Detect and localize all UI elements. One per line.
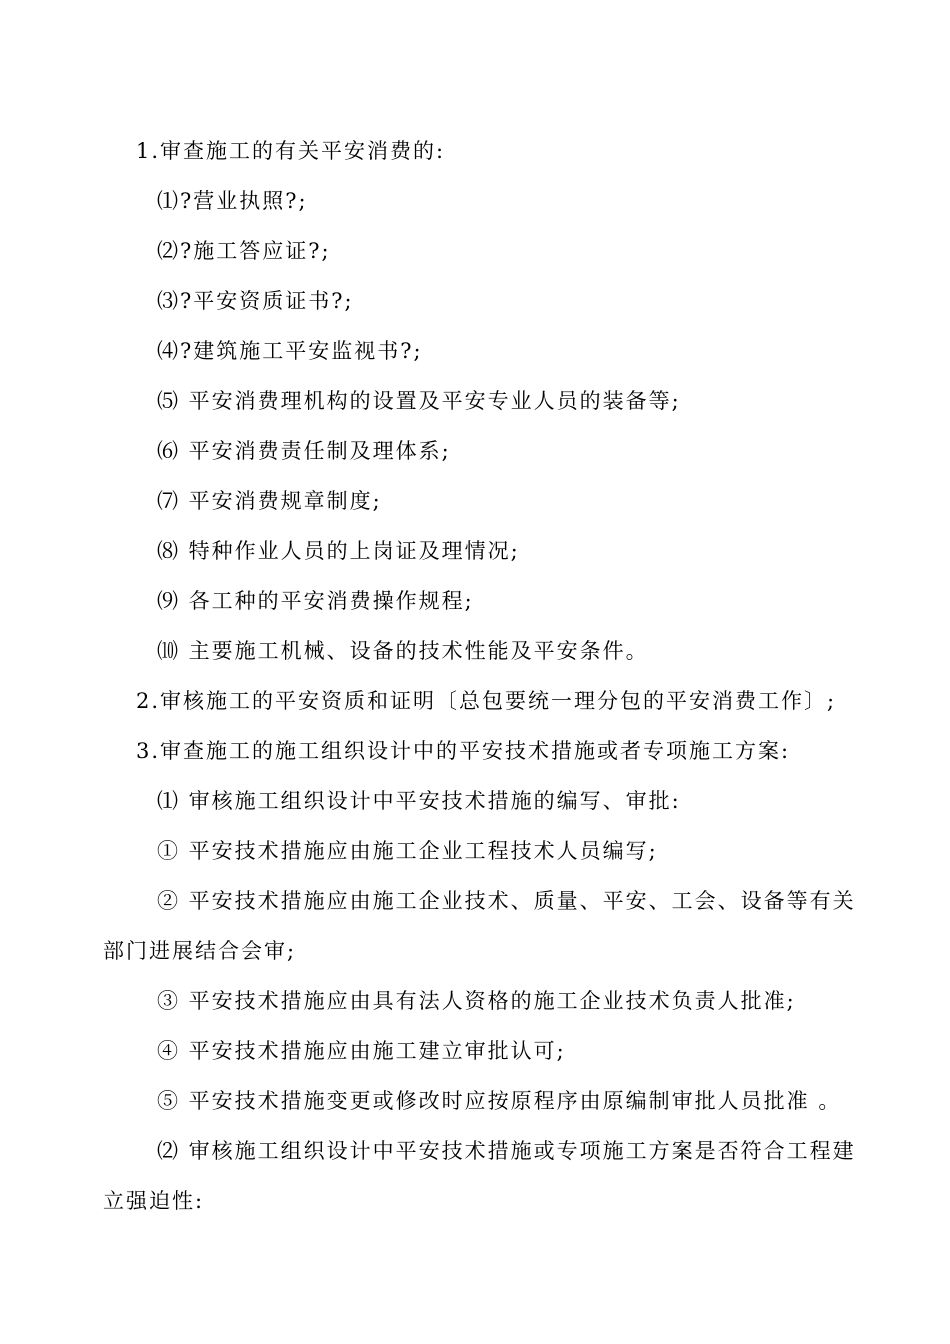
list-item-continuation: 立强迫性: xyxy=(103,1189,205,1213)
list-item: ⑵?施工答应证?; xyxy=(157,239,331,263)
list-item: ⑸ 平安消费理机构的设置及平安专业人员的装备等; xyxy=(157,389,681,413)
section-heading-1: 1.审查施工的有关平安消费的: xyxy=(136,139,446,163)
section-heading-2: 2.审核施工的平安资质和证明〔总包要统一理分包的平安消费工作〕; xyxy=(136,689,837,713)
list-item: ⑼ 各工种的平安消费操作规程; xyxy=(157,589,474,613)
list-item: ⑽ 主要施工机械、设备的技术性能及平安条件。 xyxy=(157,639,649,663)
sub-list-item: ③ 平安技术措施应由具有法人资格的施工企业技术负责人批准; xyxy=(157,989,796,1013)
list-item: ⑵ 审核施工组织设计中平安技术措施或专项施工方案是否符合工程建 xyxy=(157,1139,856,1163)
list-item: ⑷?建筑施工平安监视书?; xyxy=(157,339,423,363)
list-item: ⑺ 平安消费规章制度; xyxy=(157,489,382,513)
list-item: ⑶?平安资质证书?; xyxy=(157,289,354,313)
sub-list-item: ① 平安技术措施应由施工企业工程技术人员编写; xyxy=(157,839,658,863)
section-heading-3: 3.审查施工的施工组织设计中的平安技术措施或者专项施工方案: xyxy=(136,739,791,763)
list-item: ⑻ 特种作业人员的上岗证及理情况; xyxy=(157,539,520,563)
sub-list-item-continuation: 部门进展结合会审; xyxy=(103,939,297,963)
list-item: ⑹ 平安消费责任制及理体系; xyxy=(157,439,451,463)
sub-list-item: ④ 平安技术措施应由施工建立审批认可; xyxy=(157,1039,566,1063)
sub-list-item: ⑤ 平安技术措施变更或修改时应按原程序由原编制审批人员批准 。 xyxy=(157,1089,842,1113)
list-item: ⑴ 审核施工组织设计中平安技术措施的编写、审批: xyxy=(157,789,681,813)
sub-list-item: ② 平安技术措施应由施工企业技术、质量、平安、工会、设备等有关 xyxy=(157,889,856,913)
list-item: ⑴?营业执照?; xyxy=(157,189,308,213)
